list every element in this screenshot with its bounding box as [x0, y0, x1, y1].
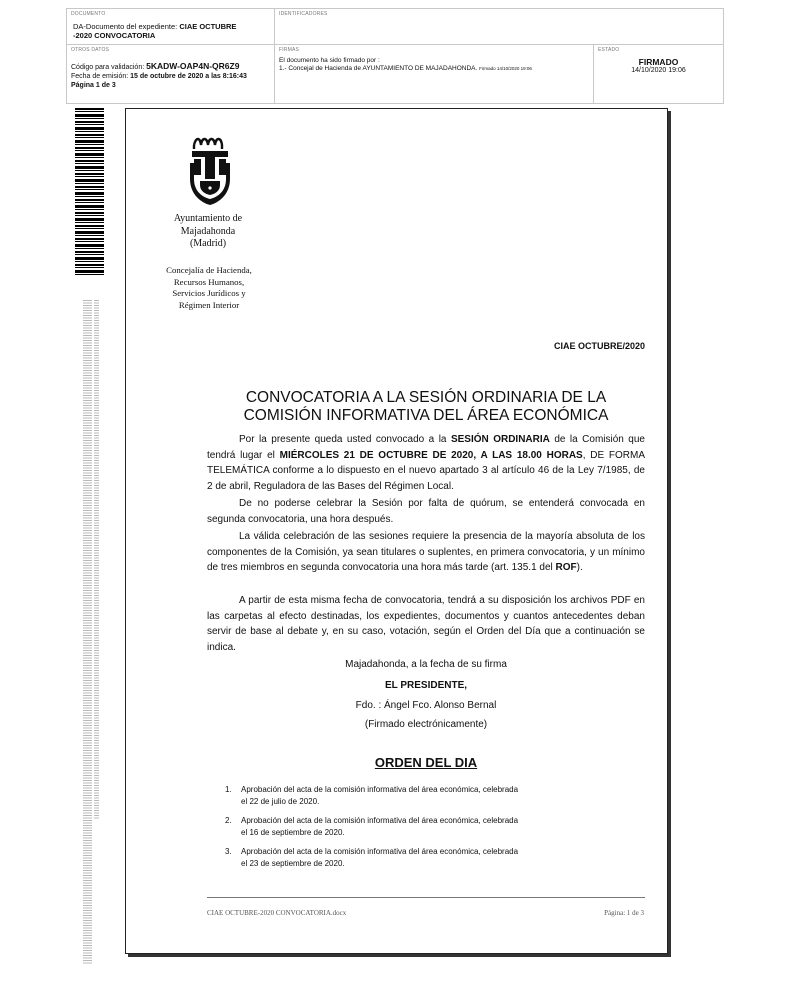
footer-filename: CIAE OCTUBRE-2020 CONVOCATORIA.docx: [207, 909, 347, 917]
firmas-intro: El documento ha sido firmado por :: [279, 57, 380, 64]
concejalia-line: Concejalía de Hacienda,: [166, 265, 252, 275]
estado-value: FIRMADO: [638, 57, 679, 67]
p2-text: De no poderse celebrar la Sesión por falta de quórum, se entenderá convocada en segunda convocatoria, una hora después.: [207, 498, 645, 525]
footer-page-number: Página: 1 de 3: [604, 909, 644, 917]
p1-date-bold: MIÉRCOLES 21 DE OCTUBRE DE 2020, A LAS 18.00 HORAS: [279, 449, 583, 461]
firma-fecha: Firmado 14/10/2020 19:06: [479, 66, 532, 71]
barcode: [75, 108, 104, 276]
documento-name: CIAE OCTUBRE: [179, 22, 237, 31]
orden-item-text: Aprobación del acta de la comisión informativa del área económica, celebrada: [241, 785, 519, 794]
concejalia-line: Recursos Humanos,: [173, 276, 245, 287]
closing-role: EL PRESIDENTE,: [384, 680, 468, 691]
p3-bold: ROF: [555, 562, 577, 573]
document-reference: CIAE OCTUBRE/2020: [553, 341, 645, 351]
paragraph-convocatoria: [207, 432, 645, 494]
orden-item-number: 2.: [225, 816, 232, 825]
ayuntamiento-line: (Madrid): [189, 238, 227, 249]
p3-text: ).: [576, 562, 583, 573]
orden-item: [225, 784, 645, 808]
codigo-label: Código para validación:: [71, 64, 147, 71]
document-title: [207, 389, 645, 425]
paragraph-quorum: [207, 496, 645, 527]
orden-del-dia-heading: ORDEN DEL DIA: [374, 755, 478, 770]
majadahonda-coat-of-arms-icon: [188, 133, 232, 207]
closing-signer: Fdo. : Ángel Fco. Alonso Bernal: [355, 700, 497, 711]
documento-name-cont: -2020 CONVOCATORIA: [73, 31, 156, 40]
orden-item-number: 1.: [225, 785, 232, 794]
otros-datos-caption: OTROS DATOS: [71, 47, 110, 53]
ayuntamiento-line: Ayuntamiento de: [173, 213, 243, 224]
closing-place: Majadahonda, a la fecha de su firma: [345, 659, 507, 670]
firmas-caption: FIRMAS: [279, 47, 300, 53]
orden-item-text: el 16 de septiembre de 2020.: [241, 828, 345, 837]
ayuntamiento-line: Majadahonda: [180, 225, 236, 237]
orden-item-text: el 22 de julio de 2020.: [241, 797, 320, 806]
p1-text: de la Comisión que tendrá lugar el: [207, 434, 645, 461]
paragraph-archivos: [207, 593, 645, 655]
closing-signed-note: (Firmado electrónicamente): [364, 719, 488, 730]
title-line: COMISIÓN INFORMATIVA DEL ÁREA ECONÓMICA: [243, 407, 609, 424]
side-verification-text: [83, 300, 92, 965]
estado-caption: ESTADO: [598, 47, 620, 53]
p4-text: A partir de esta misma fecha de convocatoria, tendrá a su disposición los archivos PDF en las carpetas al efecto destinadas, los expedientes, documentos y cuantos antecedentes deban servir de base al debate y, en su caso, votación, según el Orden del Día que a continuación se indica.: [207, 595, 645, 653]
firmas-cell: [275, 45, 594, 103]
p3-text: La válida celebración de las sesiones requiere la presencia de la mayoría absoluta de los componentes de la Comisión, ya sean titulares o suplentes, en primera convocatoria, y un mínimo de tres miembros en segunda convocatoria una hora más tarde (art. 135.1 del: [207, 531, 645, 573]
documento-prefix: DA-Documento del expediente:: [73, 22, 180, 31]
concejalia-line: Régimen Interior: [178, 299, 240, 310]
identificadores-cell: [275, 9, 723, 45]
estado-cell: [594, 45, 723, 103]
fecha-label: Fecha de emisión:: [71, 73, 131, 80]
documento-cell: [67, 9, 275, 45]
footer-divider: [207, 897, 645, 898]
codigo-validacion[interactable]: 5KADW-OAP4N-QR6Z9: [146, 61, 240, 71]
identificadores-caption: IDENTIFICADORES: [279, 11, 328, 17]
orden-item: [225, 846, 645, 870]
orden-item-text: Aprobación del acta de la comisión informativa del área económica, celebrada: [241, 816, 519, 825]
p1-bold: SESIÓN ORDINARIA: [450, 434, 550, 445]
title-line: CONVOCATORIA A LA SESIÓN ORDINARIA DE LA: [245, 389, 607, 406]
p1-text: , DE FORMA TELEMÁTICA conforme a lo dispuesto en el nuevo apartado 3 al artículo 46 de la Ley 7/1985, de 2 de abril, Reguladora de las Bases del Régimen Local.: [207, 449, 645, 492]
documento-caption: DOCUMENTO: [71, 11, 106, 17]
pagina-indicator: Página 1 de 3: [71, 82, 116, 89]
ayuntamiento-block: [152, 213, 264, 251]
side-verification-text-2: [94, 300, 99, 820]
p1-text: Por la presente queda usted convocado a la: [239, 434, 451, 445]
concejalia-block: [150, 265, 268, 311]
orden-item-text: el 23 de septiembre de 2020.: [241, 859, 345, 868]
fecha-emision: 15 de octubre de 2020 a las 8:16:43: [130, 73, 247, 80]
orden-item-text: Aprobación del acta de la comisión informativa del área económica, celebrada: [241, 847, 519, 856]
otros-datos-cell: [67, 45, 275, 103]
orden-item: [225, 815, 645, 839]
signature-header-box: [66, 8, 724, 104]
orden-item-number: 3.: [225, 847, 232, 856]
paragraph-validez: [207, 529, 645, 576]
estado-date: 14/10/2020 19:06: [631, 67, 686, 74]
concejalia-line: Servicios Jurídicos y: [172, 288, 246, 298]
firmante: 1.- Concejal de Hacienda de AYUNTAMIENTO DE MAJADAHONDA.: [279, 65, 478, 72]
